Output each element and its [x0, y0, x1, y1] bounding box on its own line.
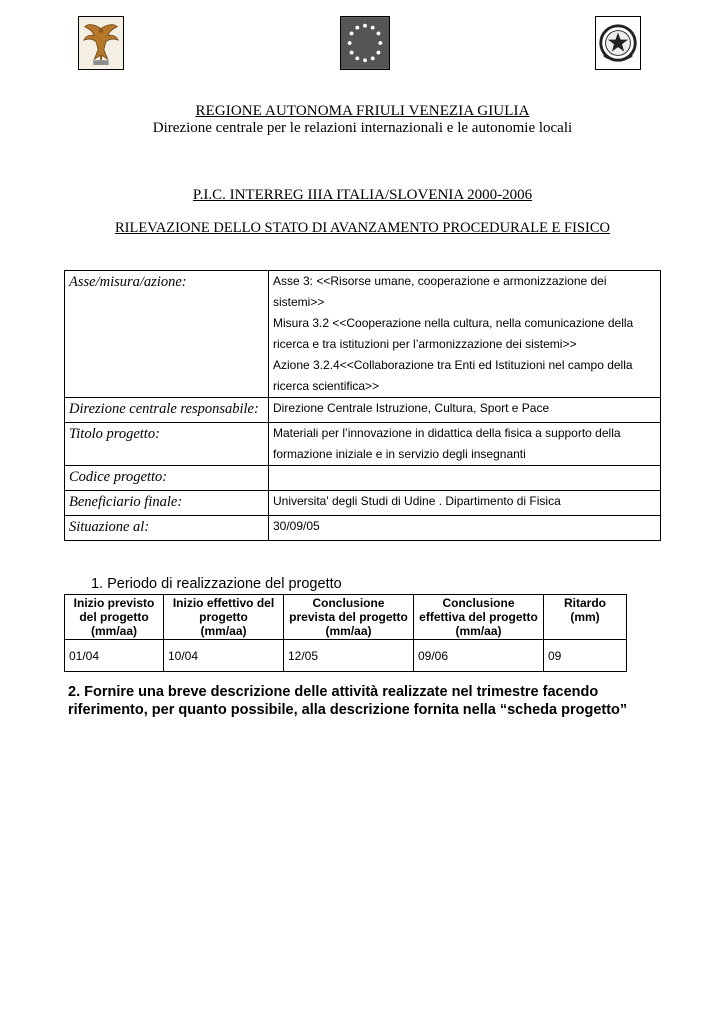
row-label: Situazione al: — [65, 516, 269, 541]
cell-actual-end: 09/06 — [414, 640, 544, 672]
value-line: formazione iniziale e in servizio degli insegnanti — [273, 447, 526, 461]
eu-stars-flag-icon — [341, 17, 389, 69]
section-2-title — [68, 683, 668, 719]
row-label: Titolo progetto: — [65, 423, 269, 466]
column-header: Conclusione effettiva del progetto (mm/aa) — [414, 595, 544, 640]
region-title: REGIONE AUTONOMA FRIULI VENEZIA GIULIA — [195, 103, 530, 119]
section-2-title-line: 2. Fornire una breve descrizione delle attività realizzate nel trimestre facendo — [68, 684, 599, 700]
cell-planned-start: 01/04 — [65, 640, 164, 672]
table-row — [65, 516, 661, 541]
cell-planned-end: 12/05 — [284, 640, 414, 672]
value-line: ricerca scientifica>> — [273, 379, 380, 393]
cell-actual-start: 10/04 — [164, 640, 284, 672]
column-header: Ritardo (mm) — [544, 595, 627, 640]
table-row — [65, 271, 661, 398]
row-value — [269, 398, 661, 423]
value-line: Universita' degli Studi di Udine . Dipartimento di Fisica — [273, 494, 561, 508]
project-info-table — [64, 270, 661, 541]
project-period-table — [64, 594, 627, 672]
value-line: ricerca e tra istituzioni per l’armonizzazione dei sistemi>> — [273, 337, 577, 351]
value-line: sistemi>> — [273, 295, 325, 309]
column-header: Inizio effettivo del progetto (mm/aa) — [164, 595, 284, 640]
eu-flag-logo — [340, 16, 390, 70]
value-line: Asse 3: <<Risorse umane, cooperazione e armonizzazione dei — [273, 274, 607, 288]
row-value — [269, 271, 661, 398]
table-row — [65, 398, 661, 423]
italian-republic-emblem — [595, 16, 641, 70]
row-value — [269, 423, 661, 466]
program-subtitle: RILEVAZIONE DELLO STATO DI AVANZAMENTO PROCEDURALE E FISICO — [115, 220, 610, 236]
region-eagle-logo — [78, 16, 124, 70]
table-row — [65, 423, 661, 466]
column-header: Conclusione prevista del progetto (mm/aa) — [284, 595, 414, 640]
row-value — [269, 466, 661, 491]
row-label: Direzione centrale responsabile: — [65, 398, 269, 423]
table-row — [65, 466, 661, 491]
table-header-row — [65, 595, 627, 640]
row-label: Codice progetto: — [65, 466, 269, 491]
eagle-crest-icon — [79, 17, 123, 69]
section-2-title-line: riferimento, per quanto possibile, alla descrizione fornita nella “scheda progetto” — [68, 702, 628, 718]
region-subtitle: Direzione centrale per le relazioni internazionali e le autonomie locali — [152, 120, 573, 136]
value-line: Azione 3.2.4<<Collaborazione tra Enti ed Istituzioni nel campo della — [273, 358, 633, 372]
value-line: 30/09/05 — [273, 519, 320, 533]
value-line: Materiali per l’innovazione in didattica della fisica a supporto della — [273, 426, 621, 440]
italian-emblem-icon — [596, 17, 640, 69]
cell-delay: 09 — [544, 640, 627, 672]
row-label: Beneficiario finale: — [65, 491, 269, 516]
column-header: Inizio previsto del progetto (mm/aa) — [65, 595, 164, 640]
value-line: Direzione Centrale Istruzione, Cultura, Sport e Pace — [273, 401, 550, 415]
table-row — [65, 640, 627, 672]
value-line: Misura 3.2 <<Cooperazione nella cultura, nella comunicazione della — [273, 316, 634, 330]
program-title: P.I.C. INTERREG IIIA ITALIA/SLOVENIA 2000-2006 — [192, 187, 533, 203]
section-1-title: 1. Periodo di realizzazione del progetto — [91, 576, 342, 592]
table-row — [65, 491, 661, 516]
row-label: Asse/misura/azione: — [65, 271, 269, 398]
row-value — [269, 491, 661, 516]
row-value — [269, 516, 661, 541]
